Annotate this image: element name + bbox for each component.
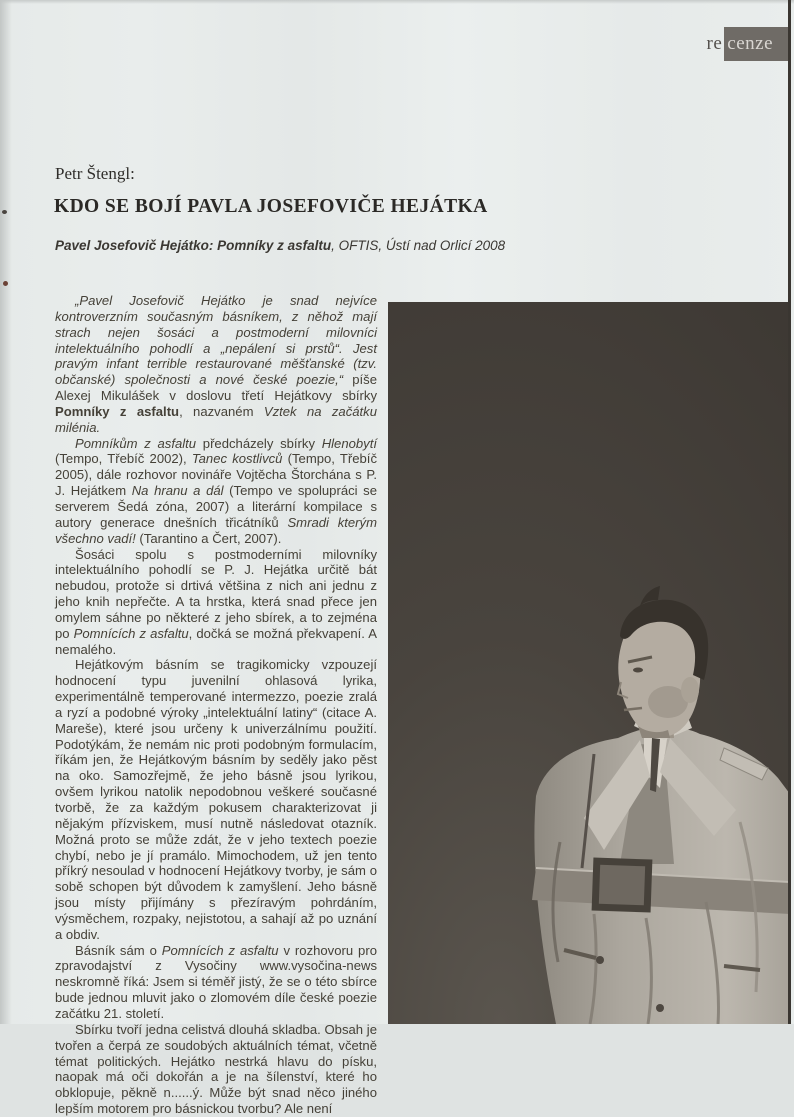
- text-run: „Pavel Josefovič Hejátko je snad nejvíce kontroverzním současným básníkem, z něhož mají strach nejen šosáci a postmoderní milovníci intelektuálního pohodlí a „nepálení si prstů“. Jest pravým infant terrible restaurované měšťanské (tzv. občanské) společnosti a nové české poezie,“: [55, 293, 377, 388]
- text-run: Vztek na začátku milénia.: [55, 403, 378, 435]
- scan-left-shadow: [0, 0, 12, 1024]
- text-run: Sbírku tvoří jedna celistvá dlouhá skladba. Obsah je tvořen a čerpá ze soudobých aktuálních témat, včetně témat politických. Hejátko nestrká hlavu do písku, naopak má oči dokořán a je na šílenství, které ho obklopuje, pěkně n......ý. Může být snad něco jiného lepším motorem pro básnickou tvorbu? Ale není: [55, 1021, 377, 1117]
- text-run: Pomnících z asfaltu: [73, 625, 189, 641]
- text-run: , dočká se možná překvapení. A nemalého.: [55, 625, 377, 657]
- text-run: píše Alexej Mikulášek v doslovu třetí Hejátkovy sbírky: [55, 372, 377, 404]
- scan-speck: [2, 210, 7, 214]
- article-body: [55, 293, 377, 1117]
- text-run: Šosáci spolu s postmoderními milovníky intelektuálního pohodlí se P. J. Hejátka určitě bát nebudou, protože si drtivá většina z nich ani jednu z jeho knih nepřečte. A ta hrstka, která snad přece jen omylem sáhne po některé z jeho sbírek, a to zejména po: [55, 546, 377, 641]
- coat-button: [656, 1004, 664, 1012]
- text-run: Hejátkovým básním se tragikomicky vzpouzejí hodnocení typu juvenilní ohlasová lyrika, experimentálně temperované intermezzo, poezie zralá a ryzí a podobné výroky „intelektuální latiny“ (citace A. Mareše), které jsou určeny k univerzálnímu použití. Podotýkám, že nemám nic proti podobným formulacím, říkám jen, že Hejátkovým básním by seděly jako pěst na oko. Samozřejmě, že jeho básně jsou lyrikou, ovšem lyrikou natolik nepodobnou veškeré současné tvorbě, že za každým pokusem charakterizovat ji nějakým přízviskem, musí nutně následovat otazník. Možná proto se může zdát, že v jeho textech poezie chybí, nebo je jí pramálo. Mimochodem, už jen tento příkrý nesoulad v hodnocení Hejátkovy tvorby, je sám o sobě schopen být důvodem k zamyšlení. Jeho básně jsou místy přijímány s přezíravým pohrdáním, výsměchem, rozpaky, nejistotou, a sahají až po uznání a obdiv.: [55, 657, 377, 942]
- paragraph: [55, 943, 377, 1022]
- text-run: (Tempo, Třebíč 2005), dále rozhovor novináře Vojtěcha Štorchána s P. J. Hejátkem: [55, 451, 377, 499]
- belt-buckle: [595, 861, 649, 909]
- book-publisher-info: , OFTIS, Ústí nad Orlicí 2008: [331, 238, 506, 253]
- text-run: Pomníky z asfaltu: [55, 403, 180, 419]
- section-tab-box: cenze: [724, 27, 790, 61]
- scan-speck: [3, 281, 8, 286]
- ear: [681, 677, 699, 703]
- book-reference: [55, 238, 505, 253]
- book-title: Pavel Josefovič Hejátko: Pomníky z asfaltu: [55, 238, 332, 253]
- paragraph: [55, 657, 377, 942]
- paragraph: [55, 547, 377, 658]
- portrait-photo: [388, 302, 790, 1024]
- section-tab-prefix: re: [706, 33, 723, 54]
- text-run: Tanec kostlivců: [191, 451, 283, 467]
- coat-button: [596, 956, 604, 964]
- text-run: Pomníkům z asfaltu: [75, 435, 197, 451]
- text-run: (Tempo, Třebíč 2002),: [55, 451, 192, 467]
- text-run: Básník sám o: [75, 942, 162, 958]
- text-run: Na hranu a dál: [131, 483, 224, 499]
- paragraph: [55, 1022, 377, 1117]
- text-run: předcházely sbírky: [196, 435, 322, 451]
- text-run: v rozhovoru pro zpravodajství z Vysočiny www.vysočina-news neskromně říká: Jsem si téměř jistý, že se o této sbírce bude jednou mluvit jako o zlomovém díle české poezie začátku 21. století.: [55, 942, 377, 1021]
- text-run: (Tarantino a Čert, 2007).: [135, 530, 282, 546]
- text-run: Pomnících z asfaltu: [161, 942, 279, 958]
- scan-top-edge: [0, 0, 794, 4]
- eye: [633, 668, 643, 673]
- text-run: , nazvaném: [179, 403, 264, 419]
- text-run: (Tempo ve spolupráci se serverem Šedá zóna, 2007) a literární kompilace s autory generace dnešních třicátníků: [55, 483, 377, 530]
- portrait-photo-art: [388, 302, 790, 1024]
- section-tab-recenze: [707, 27, 791, 61]
- page-right-rule: [788, 0, 791, 1024]
- text-run: Hlenobytí: [321, 435, 378, 451]
- paragraph: [55, 293, 377, 436]
- article-title: KDO SE BOJÍ PAVLA JOSEFOVIČE HEJÁTKA: [54, 196, 488, 217]
- author-byline: Petr Štengl:: [55, 164, 135, 183]
- paragraph: [55, 436, 377, 547]
- text-run: Smradi kterým všechno vadí!: [55, 514, 377, 546]
